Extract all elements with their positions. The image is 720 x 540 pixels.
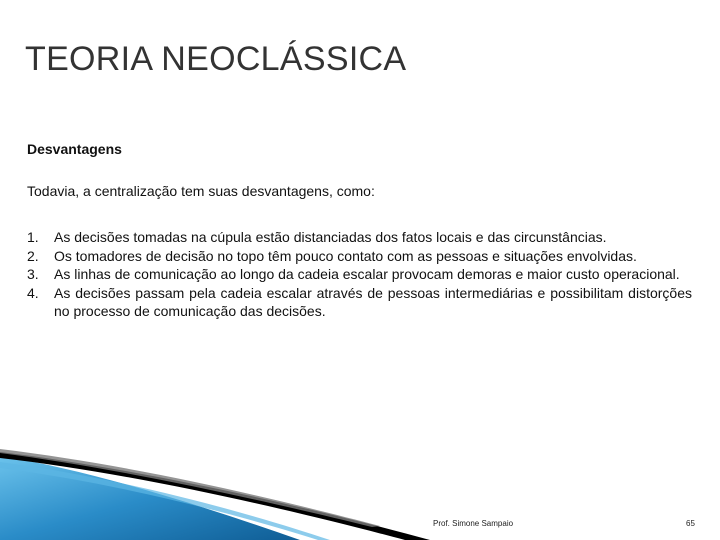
list-item-number: 1. [27,229,39,245]
list-item-text: Os tomadores de decisão no topo têm pouco contato com as pessoas e situações envolvidas. [54,247,637,264]
list-item [27,265,692,284]
disadvantages-list [27,228,692,321]
list-item [27,247,692,266]
list-item-text: As linhas de comunicação ao longo da cadeia escalar provocam demoras e maior custo operacional. [54,266,680,282]
section-heading: Desvantagens [27,141,122,157]
list-item-number: 3. [27,266,39,282]
slide-title: TEORIA NEOCLÁSSICA [25,40,407,78]
list-item-text: As decisões tomadas na cúpula estão distanciadas dos fatos locais e das circunstâncias. [54,229,607,245]
footer-author: Prof. Simone Sampaio [433,519,514,528]
list-item [27,284,692,321]
intro-paragraph: Todavia, a centralização tem suas desvantagens, como: [27,183,375,199]
list-item-number: 2. [27,247,39,264]
list-item [27,228,692,247]
page-number: 65 [686,519,695,528]
list-item-text: As decisões passam pela cadeia escalar através de pessoas intermediárias e possibilitam distorções no processo de comunicação das decisões. [54,284,692,319]
list-item-number: 4. [27,284,39,301]
